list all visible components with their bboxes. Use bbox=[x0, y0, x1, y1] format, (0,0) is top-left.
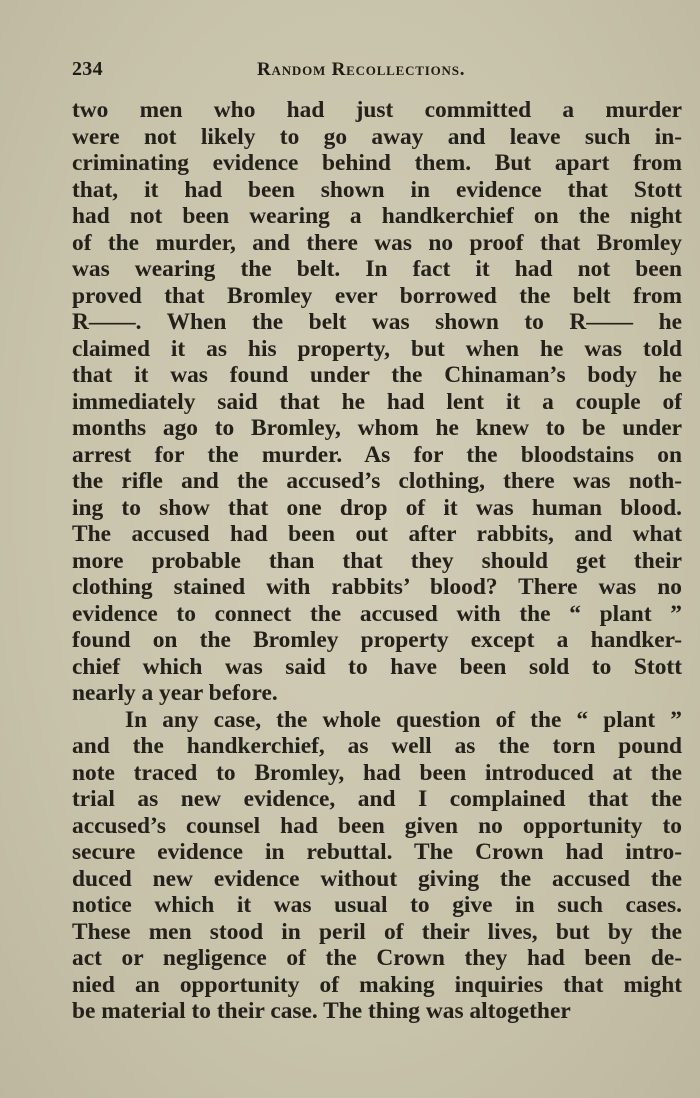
text-line: nied an opportunity of making inquiries that might bbox=[72, 971, 682, 998]
text-line: the rifle and the accused’s clothing, there was noth- bbox=[72, 468, 682, 494]
text-line: In any case, the whole question of the “ plant ” bbox=[125, 706, 682, 733]
paragraph bbox=[72, 97, 682, 707]
text-line: R——. When the belt was shown to R—— he bbox=[72, 309, 682, 335]
text-line: note traced to Bromley, had been introduced at the bbox=[72, 759, 682, 786]
text-line: trial as new evidence, and I complained that the bbox=[72, 786, 682, 812]
paragraph bbox=[72, 707, 682, 1025]
text-line: accused’s counsel had been given no opportunity to bbox=[72, 812, 682, 839]
text-line: months ago to Bromley, whom he knew to be under bbox=[72, 415, 682, 441]
text-line: These men stood in peril of their lives, but by the bbox=[72, 918, 682, 945]
text-line: and the handkerchief, as well as the torn pound bbox=[72, 733, 682, 759]
text-line: claimed it as his property, but when he was told bbox=[72, 335, 682, 362]
text-line: criminating evidence behind them. But apart from bbox=[72, 150, 682, 176]
running-head: Random Recollections. bbox=[257, 59, 466, 80]
text-line: The accused had been out after rabbits, and what bbox=[72, 521, 682, 547]
text-line: secure evidence in rebuttal. The Crown had intro- bbox=[72, 839, 682, 865]
text-line: arrest for the murder. As for the bloodstains on bbox=[72, 441, 682, 468]
text-line: had not been wearing a handkerchief on the night bbox=[72, 203, 682, 229]
text-line: proved that Bromley ever borrowed the belt from bbox=[72, 282, 682, 309]
text-line: were not likely to go away and leave such in- bbox=[72, 123, 682, 150]
text-line: more probable than that they should get their bbox=[72, 547, 682, 574]
text-line: that it was found under the Chinaman’s body he bbox=[72, 362, 682, 388]
text-line: nearly a year before. bbox=[72, 680, 278, 706]
page-header bbox=[72, 58, 682, 88]
text-line: duced new evidence without giving the accused the bbox=[72, 865, 682, 892]
body-text bbox=[72, 97, 682, 1025]
text-line: act or negligence of the Crown they had been de- bbox=[72, 945, 682, 971]
text-line: two men who had just committed a murder bbox=[72, 97, 682, 123]
text-line: notice which it was usual to give in such cases. bbox=[72, 892, 682, 918]
page-number: 234 bbox=[72, 58, 103, 80]
text-line: immediately said that he had lent it a couple of bbox=[72, 388, 682, 415]
text-line: evidence to connect the accused with the “ plant ” bbox=[72, 600, 682, 627]
text-line: that, it had been shown in evidence that Stott bbox=[72, 176, 682, 203]
text-line: chief which was said to have been sold to Stott bbox=[72, 653, 682, 680]
text-line: be material to their case. The thing was altogether bbox=[72, 998, 571, 1024]
text-line: of the murder, and there was no proof that Bromley bbox=[72, 229, 682, 256]
text-line: was wearing the belt. In fact it had not been bbox=[72, 256, 682, 282]
text-line: ing to show that one drop of it was human blood. bbox=[72, 494, 682, 521]
text-line: clothing stained with rabbits’ blood? There was no bbox=[72, 574, 682, 600]
text-line: found on the Bromley property except a handker- bbox=[72, 627, 682, 653]
